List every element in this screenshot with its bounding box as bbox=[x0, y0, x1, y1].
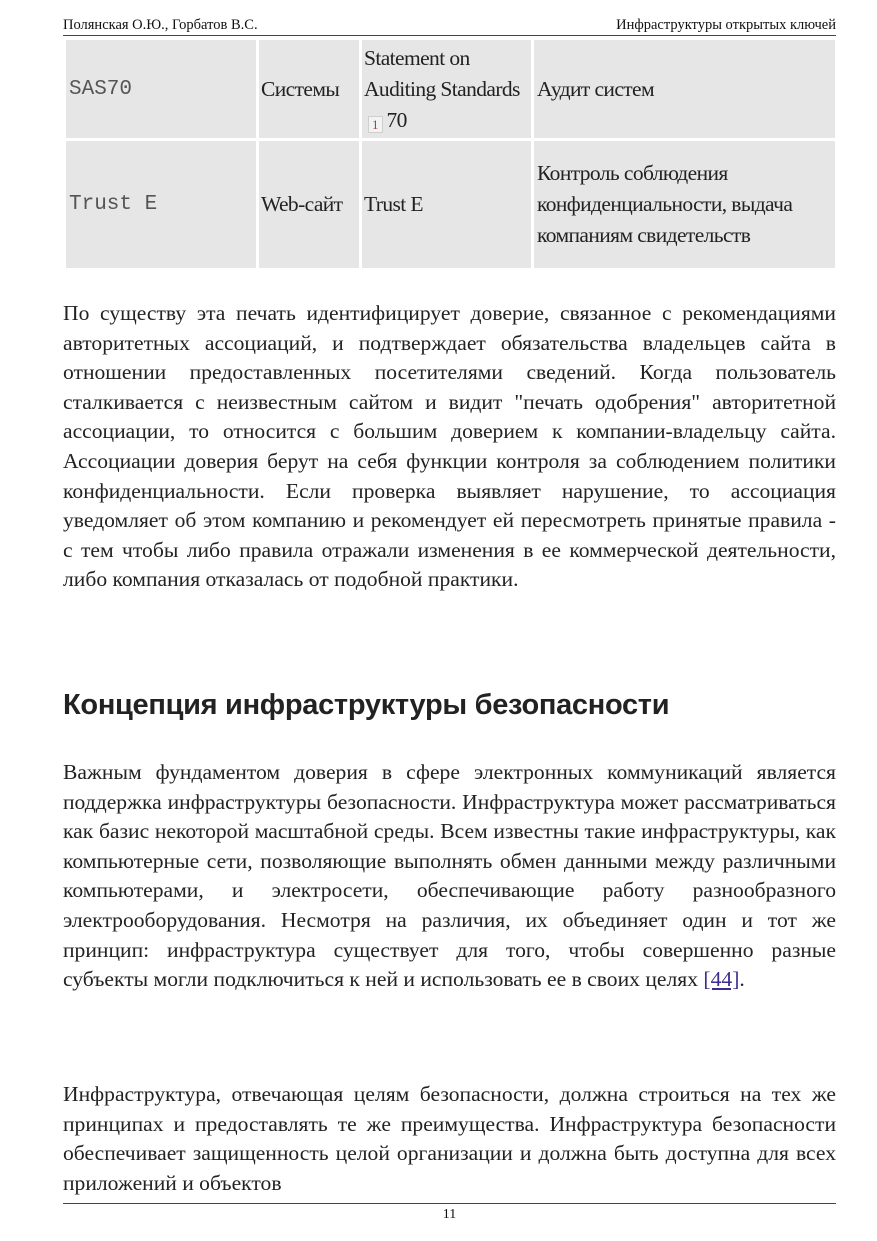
paragraph-text: Важным фундаментом доверия в сфере электронных коммуникаций является поддержка инфраструктуры безопасности. Инфраструктура может рассматриваться как базис некоторой масштабной среды. Всем известны такие инфраструктуры, как компьютерные сети, позволяющие выполнять обмен данными между различными компьютерами, и электросети, обеспечивающие работу разнообразного электрооборудования. Несмотря на различия, их объединяет один и тот же принцип: инфраструктура существует для того, чтобы совершенно разные субъекты могли подключиться к ней и использовать ее в своих целях bbox=[63, 760, 836, 992]
header-title: Инфраструктуры открытых ключей bbox=[616, 17, 836, 33]
cell-name-text: Statement on Auditing Standards bbox=[364, 45, 520, 101]
table-row bbox=[66, 40, 835, 138]
cell-scope: Web-сайт bbox=[259, 141, 359, 268]
citation-link[interactable]: [44] bbox=[703, 967, 740, 992]
cell-name-suffix: 70 bbox=[386, 107, 407, 132]
cell-scope: Системы bbox=[259, 40, 359, 138]
page-footer bbox=[63, 1203, 836, 1223]
header-authors: Полянская О.Ю., Горбатов В.С. bbox=[63, 17, 258, 33]
body-paragraph bbox=[63, 758, 836, 995]
cell-description: Аудит систем bbox=[534, 40, 835, 138]
cell-name bbox=[362, 40, 531, 138]
body-paragraph: По существу эта печать идентифицирует доверие, связанное с рекомендациями авторитетных ассоциаций, и подтверждает обязательства владельцев сайта в отношении предоставленных посетителями сведений. Когда пользователь сталкивается с неизвестным сайтом и видит "печать одобрения" авторитетной ассоциации, то относится с большим доверием к компании-владельцу сайта. Ассоциации доверия берут на себя функции контроля за соблюдением политики конфиденциальности. Если проверка выявляет нарушение, то ассоциация уведомляет об этом компанию и рекомендует ей пересмотреть принятые правила - с тем чтобы либо правила отражали изменения в ее коммерческой деятельности, либо компания отказалась от подобной практики. bbox=[63, 301, 836, 592]
body-paragraph: Инфраструктура, отвечающая целям безопасности, должна строиться на тех же принципах и предоставлять те же преимущества. Инфраструктура безопасности обеспечивает защищенность целой организации и должна быть доступна для всех приложений и объектов bbox=[63, 1082, 836, 1195]
cell-code: Trust E bbox=[66, 141, 256, 268]
paragraph-end: . bbox=[739, 967, 745, 992]
cell-description: Контроль соблюдения конфиденциальности, выдача компаниям свидетельств bbox=[534, 141, 835, 268]
footnote-marker[interactable]: 1 bbox=[368, 116, 383, 133]
section-heading: Концепция инфраструктуры безопасности bbox=[63, 689, 670, 721]
table-row bbox=[66, 141, 835, 268]
cell-name: Trust E bbox=[362, 141, 531, 268]
page-number: 11 bbox=[442, 1207, 457, 1222]
page-header bbox=[63, 16, 836, 36]
standards-table bbox=[63, 37, 838, 271]
cell-code: SAS70 bbox=[66, 40, 256, 138]
